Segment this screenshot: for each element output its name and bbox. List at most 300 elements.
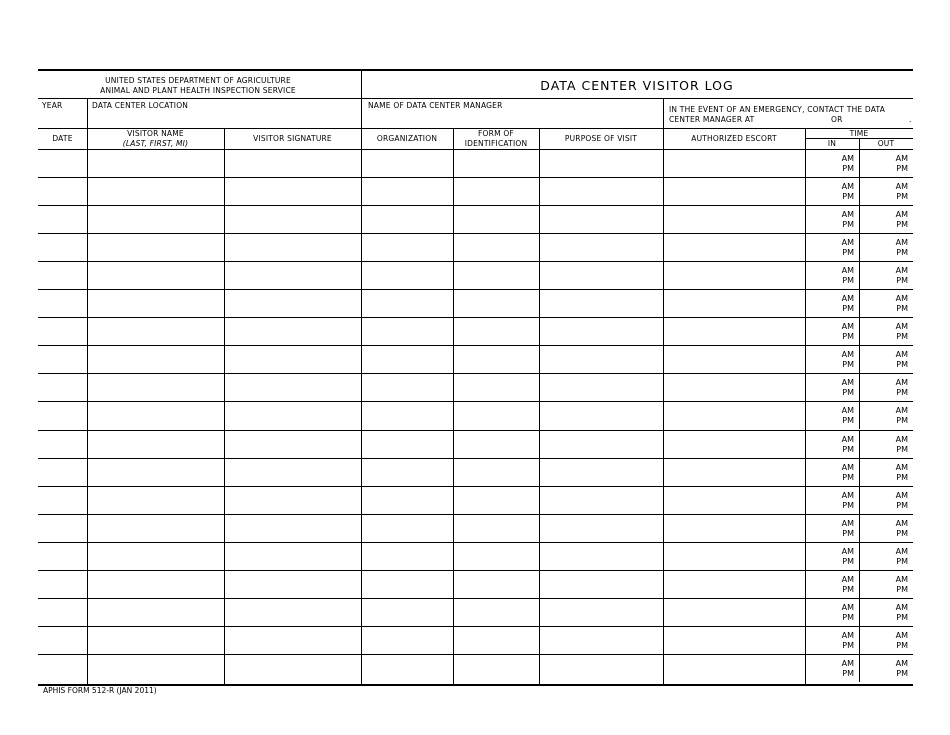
visitor-name-cell[interactable] <box>88 431 223 457</box>
time-out-ampm <box>878 210 908 229</box>
time-out-ampm <box>878 575 908 594</box>
am-label[interactable]: AM <box>841 294 854 303</box>
time-in-out-divider <box>859 149 860 177</box>
am-label[interactable]: AM <box>841 463 854 472</box>
date-cell[interactable] <box>39 431 86 457</box>
purpose-cell[interactable] <box>540 627 662 653</box>
form-of-id-cell[interactable] <box>454 178 538 204</box>
am-label[interactable]: AM <box>895 491 908 500</box>
pm-label[interactable]: PM <box>896 640 908 650</box>
date-cell[interactable] <box>39 487 86 513</box>
top-rule <box>38 69 913 71</box>
time-in-out-divider <box>859 233 860 261</box>
escort-cell[interactable] <box>664 178 804 204</box>
time-in-out-divider <box>859 261 860 289</box>
pm-label[interactable]: PM <box>842 387 854 397</box>
organization-cell[interactable] <box>362 599 452 625</box>
time-in-ampm <box>824 631 854 650</box>
purpose-cell[interactable] <box>540 487 662 513</box>
emergency-line-1: IN THE EVENT OF AN EMERGENCY, CONTACT THE DATA <box>669 105 886 114</box>
visitor-signature-cell[interactable] <box>225 431 360 457</box>
form-of-id-cell[interactable] <box>454 402 538 428</box>
time-in-ampm <box>824 210 854 229</box>
am-label[interactable]: AM <box>841 575 854 584</box>
emergency-phone-2-field[interactable] <box>846 116 908 126</box>
time-out-ampm <box>878 603 908 622</box>
am-label[interactable]: AM <box>895 238 908 247</box>
emergency-line-2: CENTER MANAGER AT <box>669 114 755 124</box>
pm-label[interactable]: PM <box>842 163 854 173</box>
pm-label[interactable]: PM <box>896 275 908 285</box>
col-purpose: PURPOSE OF VISIT <box>564 134 638 143</box>
am-label[interactable]: AM <box>895 322 908 331</box>
visitor-name-cell[interactable] <box>88 150 223 176</box>
pm-label[interactable]: PM <box>896 387 908 397</box>
date-cell[interactable] <box>39 150 86 176</box>
escort-cell[interactable] <box>664 515 804 541</box>
manager-field[interactable] <box>364 111 661 126</box>
time-in-out-divider <box>859 205 860 233</box>
time-in-ampm <box>824 519 854 538</box>
time-in-ampm <box>824 603 854 622</box>
form-of-id-cell[interactable] <box>454 515 538 541</box>
pm-label[interactable]: PM <box>896 359 908 369</box>
am-label[interactable]: AM <box>895 350 908 359</box>
form-number: APHIS FORM 512-R (JAN 2011) <box>43 686 157 695</box>
escort-cell[interactable] <box>664 655 804 681</box>
organization-cell[interactable] <box>362 346 452 372</box>
pm-label[interactable]: PM <box>842 331 854 341</box>
organization-cell[interactable] <box>362 150 452 176</box>
visitor-name-cell[interactable] <box>88 571 223 597</box>
visitor-signature-cell[interactable] <box>225 599 360 625</box>
escort-cell[interactable] <box>664 487 804 513</box>
visitor-name-cell[interactable] <box>88 206 223 232</box>
time-out-ampm <box>878 547 908 566</box>
visitor-signature-cell[interactable] <box>225 178 360 204</box>
am-label[interactable]: AM <box>841 322 854 331</box>
time-in-ampm <box>824 350 854 369</box>
pm-label[interactable]: PM <box>842 640 854 650</box>
pm-label[interactable]: PM <box>896 163 908 173</box>
col-time-in: IN <box>827 139 837 148</box>
am-label[interactable]: AM <box>841 182 854 191</box>
escort-cell[interactable] <box>664 627 804 653</box>
time-in-out-divider <box>859 373 860 401</box>
date-cell[interactable] <box>39 599 86 625</box>
am-label[interactable]: AM <box>895 294 908 303</box>
agency-block <box>87 76 309 95</box>
visitor-name-cell[interactable] <box>88 318 223 344</box>
time-out-ampm <box>878 463 908 482</box>
am-label[interactable]: AM <box>895 182 908 191</box>
purpose-cell[interactable] <box>540 431 662 457</box>
pm-label[interactable]: PM <box>842 359 854 369</box>
date-cell[interactable] <box>39 655 86 681</box>
time-out-ampm <box>878 378 908 397</box>
col-visitor-signature: VISITOR SIGNATURE <box>253 134 332 143</box>
am-label[interactable]: AM <box>841 491 854 500</box>
date-cell[interactable] <box>39 515 86 541</box>
visitor-signature-cell[interactable] <box>225 571 360 597</box>
am-label[interactable]: AM <box>841 406 854 415</box>
organization-cell[interactable] <box>362 374 452 400</box>
visitor-signature-cell[interactable] <box>225 402 360 428</box>
am-label[interactable]: AM <box>841 519 854 528</box>
date-cell[interactable] <box>39 459 86 485</box>
col-visitor-name-sub: (LAST, FIRST, MI) <box>122 138 189 148</box>
purpose-cell[interactable] <box>540 290 662 316</box>
purpose-cell[interactable] <box>540 178 662 204</box>
year-field[interactable] <box>40 111 85 126</box>
purpose-cell[interactable] <box>540 346 662 372</box>
purpose-cell[interactable] <box>540 234 662 260</box>
form-of-id-cell[interactable] <box>454 346 538 372</box>
purpose-cell[interactable] <box>540 150 662 176</box>
visitor-name-cell[interactable] <box>88 459 223 485</box>
time-in-out-divider <box>859 570 860 598</box>
info-row-top-rule <box>38 98 913 99</box>
visitor-signature-cell[interactable] <box>225 150 360 176</box>
time-out-ampm <box>878 491 908 510</box>
year-label: YEAR <box>42 101 63 110</box>
col-form-of-id <box>453 129 539 148</box>
escort-cell[interactable] <box>664 290 804 316</box>
date-cell[interactable] <box>39 234 86 260</box>
time-in-out-divider <box>859 654 860 682</box>
date-cell[interactable] <box>39 571 86 597</box>
form-of-id-cell[interactable] <box>454 262 538 288</box>
emergency-phone-1-field[interactable] <box>766 116 830 126</box>
escort-cell[interactable] <box>664 234 804 260</box>
purpose-cell[interactable] <box>540 374 662 400</box>
info-divider-year <box>87 98 88 128</box>
date-cell[interactable] <box>39 627 86 653</box>
visitor-name-cell[interactable] <box>88 346 223 372</box>
visitor-signature-cell[interactable] <box>225 206 360 232</box>
col-form-of-id-line-1: FORM OF <box>478 129 514 138</box>
pm-label[interactable]: PM <box>842 275 854 285</box>
visitor-name-cell[interactable] <box>88 655 223 681</box>
pm-label[interactable]: PM <box>842 191 854 201</box>
organization-cell[interactable] <box>362 234 452 260</box>
escort-cell[interactable] <box>664 431 804 457</box>
organization-cell[interactable] <box>362 262 452 288</box>
am-label[interactable]: AM <box>841 350 854 359</box>
purpose-cell[interactable] <box>540 402 662 428</box>
am-label[interactable]: AM <box>841 210 854 219</box>
visitor-signature-cell[interactable] <box>225 627 360 653</box>
organization-cell[interactable] <box>362 318 452 344</box>
pm-label[interactable]: PM <box>842 303 854 313</box>
visitor-name-cell[interactable] <box>88 627 223 653</box>
form-of-id-cell[interactable] <box>454 487 538 513</box>
form-of-id-cell[interactable] <box>454 627 538 653</box>
visitor-name-cell[interactable] <box>88 178 223 204</box>
time-out-ampm <box>878 182 908 201</box>
organization-cell[interactable] <box>362 627 452 653</box>
time-in-ampm <box>824 406 854 425</box>
visitor-signature-cell[interactable] <box>225 346 360 372</box>
time-in-out-divider <box>859 177 860 205</box>
time-in-out-divider <box>859 514 860 542</box>
form-of-id-cell[interactable] <box>454 318 538 344</box>
visitor-name-cell[interactable] <box>88 515 223 541</box>
organization-cell[interactable] <box>362 290 452 316</box>
visitor-signature-cell[interactable] <box>225 318 360 344</box>
organization-cell[interactable] <box>362 431 452 457</box>
date-cell[interactable] <box>39 206 86 232</box>
time-in-out-divider <box>859 458 860 486</box>
organization-cell[interactable] <box>362 402 452 428</box>
visitor-signature-cell[interactable] <box>225 515 360 541</box>
time-in-ampm <box>824 547 854 566</box>
col-visitor-name-label: VISITOR NAME <box>127 129 184 138</box>
page-title: DATA CENTER VISITOR LOG <box>540 78 734 93</box>
form-of-id-cell[interactable] <box>454 374 538 400</box>
am-label[interactable]: AM <box>841 631 854 640</box>
pm-label[interactable]: PM <box>896 247 908 257</box>
form-of-id-cell[interactable] <box>454 599 538 625</box>
organization-cell[interactable] <box>362 515 452 541</box>
manager-label: NAME OF DATA CENTER MANAGER <box>368 101 503 110</box>
pm-label[interactable]: PM <box>842 472 854 482</box>
pm-label[interactable]: PM <box>842 668 854 678</box>
organization-cell[interactable] <box>362 571 452 597</box>
purpose-cell[interactable] <box>540 262 662 288</box>
am-label[interactable]: AM <box>841 266 854 275</box>
am-label[interactable]: AM <box>841 603 854 612</box>
bottom-rule <box>38 684 913 686</box>
form-of-id-cell[interactable] <box>454 571 538 597</box>
am-label[interactable]: AM <box>895 547 908 556</box>
am-label[interactable]: AM <box>895 266 908 275</box>
date-cell[interactable] <box>39 290 86 316</box>
date-cell[interactable] <box>39 318 86 344</box>
purpose-cell[interactable] <box>540 206 662 232</box>
purpose-cell[interactable] <box>540 459 662 485</box>
visitor-name-cell[interactable] <box>88 402 223 428</box>
am-label[interactable]: AM <box>841 154 854 163</box>
pm-label[interactable]: PM <box>896 191 908 201</box>
time-out-ampm <box>878 406 908 425</box>
purpose-cell[interactable] <box>540 655 662 681</box>
time-in-ampm <box>824 154 854 173</box>
emergency-end: . <box>909 114 912 124</box>
escort-cell[interactable] <box>664 402 804 428</box>
escort-cell[interactable] <box>664 571 804 597</box>
pm-label[interactable]: PM <box>842 219 854 229</box>
am-label[interactable]: AM <box>841 547 854 556</box>
am-label[interactable]: AM <box>841 238 854 247</box>
time-in-out-divider <box>859 430 860 458</box>
pm-label[interactable]: PM <box>896 444 908 454</box>
time-out-ampm <box>878 294 908 313</box>
pm-label[interactable]: PM <box>896 668 908 678</box>
time-out-ampm <box>878 350 908 369</box>
visitor-signature-cell[interactable] <box>225 459 360 485</box>
time-out-ampm <box>878 154 908 173</box>
form-of-id-cell[interactable] <box>454 234 538 260</box>
am-label[interactable]: AM <box>895 631 908 640</box>
escort-cell[interactable] <box>664 150 804 176</box>
time-in-ampm <box>824 322 854 341</box>
location-label: DATA CENTER LOCATION <box>92 101 189 110</box>
am-label[interactable]: AM <box>895 603 908 612</box>
pm-label[interactable]: PM <box>896 331 908 341</box>
time-out-ampm <box>878 631 908 650</box>
time-in-out-divider <box>859 317 860 345</box>
organization-cell[interactable] <box>362 655 452 681</box>
time-in-out-divider <box>859 542 860 570</box>
pm-label[interactable]: PM <box>842 415 854 425</box>
time-in-out-divider <box>859 401 860 429</box>
col-escort: AUTHORIZED ESCORT <box>691 134 777 143</box>
am-label[interactable]: AM <box>841 378 854 387</box>
am-label[interactable]: AM <box>895 378 908 387</box>
pm-label[interactable]: PM <box>842 247 854 257</box>
am-label[interactable]: AM <box>895 519 908 528</box>
pm-label[interactable]: PM <box>842 584 854 594</box>
escort-cell[interactable] <box>664 374 804 400</box>
col-organization: ORGANIZATION <box>376 134 438 143</box>
visitor-name-cell[interactable] <box>88 234 223 260</box>
escort-cell[interactable] <box>664 346 804 372</box>
am-label[interactable]: AM <box>895 154 908 163</box>
pm-label[interactable]: PM <box>896 303 908 313</box>
pm-label[interactable]: PM <box>842 556 854 566</box>
pm-label[interactable]: PM <box>842 612 854 622</box>
time-in-ampm <box>824 182 854 201</box>
organization-cell[interactable] <box>362 206 452 232</box>
date-cell[interactable] <box>39 346 86 372</box>
pm-label[interactable]: PM <box>896 584 908 594</box>
time-out-ampm <box>878 322 908 341</box>
form-of-id-cell[interactable] <box>454 206 538 232</box>
time-in-out-divider <box>859 626 860 654</box>
purpose-cell[interactable] <box>540 515 662 541</box>
visitor-name-cell[interactable] <box>88 599 223 625</box>
form-of-id-cell[interactable] <box>454 290 538 316</box>
pm-label[interactable]: PM <box>896 612 908 622</box>
pm-label[interactable]: PM <box>842 528 854 538</box>
visitor-name-cell[interactable] <box>88 374 223 400</box>
am-label[interactable]: AM <box>895 210 908 219</box>
col-visitor-name <box>87 129 224 148</box>
escort-cell[interactable] <box>664 318 804 344</box>
form-of-id-cell[interactable] <box>454 431 538 457</box>
pm-label[interactable]: PM <box>842 500 854 510</box>
pm-label[interactable]: PM <box>896 528 908 538</box>
organization-cell[interactable] <box>362 487 452 513</box>
escort-cell[interactable] <box>664 262 804 288</box>
am-label[interactable]: AM <box>895 435 908 444</box>
visitor-signature-cell[interactable] <box>225 290 360 316</box>
escort-cell[interactable] <box>664 599 804 625</box>
visitor-signature-cell[interactable] <box>225 234 360 260</box>
visitor-signature-cell[interactable] <box>225 655 360 681</box>
visitor-signature-cell[interactable] <box>225 487 360 513</box>
visitor-name-cell[interactable] <box>88 290 223 316</box>
time-in-ampm <box>824 238 854 257</box>
organization-cell[interactable] <box>362 543 452 569</box>
pm-label[interactable]: PM <box>896 415 908 425</box>
time-in-ampm <box>824 435 854 454</box>
date-cell[interactable] <box>39 178 86 204</box>
time-in-out-divider <box>859 486 860 514</box>
purpose-cell[interactable] <box>540 599 662 625</box>
emergency-or: OR <box>831 114 843 124</box>
time-out-ampm <box>878 435 908 454</box>
col-date: DATE <box>52 134 73 143</box>
am-label[interactable]: AM <box>895 659 908 668</box>
pm-label[interactable]: PM <box>896 472 908 482</box>
form-of-id-cell[interactable] <box>454 150 538 176</box>
pm-label[interactable]: PM <box>842 444 854 454</box>
am-label[interactable]: AM <box>895 463 908 472</box>
date-cell[interactable] <box>39 262 86 288</box>
time-in-ampm <box>824 378 854 397</box>
am-label[interactable]: AM <box>841 435 854 444</box>
time-in-out-divider-header <box>859 138 860 149</box>
col-form-of-id-line-2: IDENTIFICATION <box>464 138 528 148</box>
escort-cell[interactable] <box>664 543 804 569</box>
escort-cell[interactable] <box>664 459 804 485</box>
am-label[interactable]: AM <box>895 575 908 584</box>
time-in-ampm <box>824 294 854 313</box>
date-cell[interactable] <box>39 543 86 569</box>
agency-line-2: ANIMAL AND PLANT HEALTH INSPECTION SERVICE <box>100 85 296 95</box>
visitor-name-cell[interactable] <box>88 543 223 569</box>
form-of-id-cell[interactable] <box>454 655 538 681</box>
time-in-ampm <box>824 266 854 285</box>
visitor-signature-cell[interactable] <box>225 374 360 400</box>
time-out-ampm <box>878 519 908 538</box>
purpose-cell[interactable] <box>540 318 662 344</box>
organization-cell[interactable] <box>362 178 452 204</box>
time-in-ampm <box>824 659 854 678</box>
purpose-cell[interactable] <box>540 571 662 597</box>
date-cell[interactable] <box>39 402 86 428</box>
visitor-signature-cell[interactable] <box>225 543 360 569</box>
col-time: TIME <box>849 129 869 138</box>
form-of-id-cell[interactable] <box>454 459 538 485</box>
escort-cell[interactable] <box>664 206 804 232</box>
visitor-signature-cell[interactable] <box>225 262 360 288</box>
time-out-ampm <box>878 659 908 678</box>
organization-cell[interactable] <box>362 459 452 485</box>
visitor-name-cell[interactable] <box>88 487 223 513</box>
visitor-name-cell[interactable] <box>88 262 223 288</box>
form-of-id-cell[interactable] <box>454 543 538 569</box>
purpose-cell[interactable] <box>540 543 662 569</box>
time-in-out-divider <box>859 289 860 317</box>
pm-label[interactable]: PM <box>896 556 908 566</box>
am-label[interactable]: AM <box>841 659 854 668</box>
time-in-ampm <box>824 491 854 510</box>
pm-label[interactable]: PM <box>896 219 908 229</box>
date-cell[interactable] <box>39 374 86 400</box>
pm-label[interactable]: PM <box>896 500 908 510</box>
time-out-ampm <box>878 266 908 285</box>
am-label[interactable]: AM <box>895 406 908 415</box>
time-in-ampm <box>824 463 854 482</box>
location-field[interactable] <box>89 111 359 126</box>
time-in-ampm <box>824 575 854 594</box>
time-in-out-divider <box>859 345 860 373</box>
time-in-out-divider <box>859 598 860 626</box>
col-time-out: OUT <box>877 139 895 148</box>
